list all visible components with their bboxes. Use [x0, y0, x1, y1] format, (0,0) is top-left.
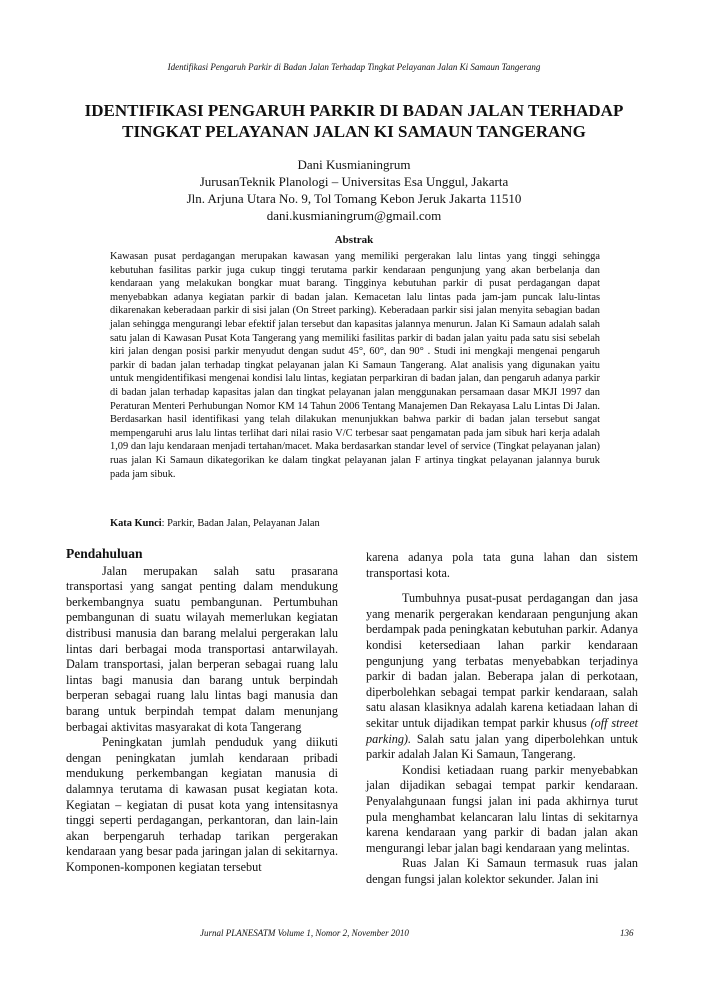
paragraph: karena adanya pola tata guna lahan dan sistem transportasi kota. — [366, 550, 638, 580]
author-affiliation: JurusanTeknik Planologi – Universitas Esa Unggul, Jakarta — [199, 174, 509, 189]
paragraph-italic-text: (off street parking). — [366, 715, 638, 746]
paragraph: Kondisi ketiadaan ruang parkir menyebabkan jalan dijadikan sebagai tempat parkir kendaraan. Penyalahgunaan fungsi jalan ini pada akhirnya turut pula menghambat kelancaran lalu lintas di sekitarnya karena kendaraan yang parkir di badan jalan akan mengurangi lebar jalan bagi kendaraan yang melintas. — [366, 762, 638, 855]
paragraph-text: Salah satu jalan yang diperbolehkan untuk parkir adalah Jalan Ki Samaun, Tangerang. — [366, 731, 638, 762]
paper-title — [60, 100, 648, 142]
section-heading: Pendahuluan — [66, 546, 143, 561]
abstract-text: Kawasan pusat perdagangan merupakan kawasan yang memiliki pergerakan lalu lintas yang tinggi sehingga kebutuhan fasilitas parkir juga cukup tinggi terutama parkir kendaraan pengunjung yang akan berbelanja dan kendaraan yang melakukan bongkar muat barang. Tingginya kebutuhan parkir di pusat perdagangan dapat menyebabkan adanya kegiatan parkir di badan jalan. Kemacetan lalu lintas pada jam-jam puncak lalu-lintas dikarenakan keberadaan parkir di sisi jalan (On Street parking). Keberadaan parkir sisi jalan menyita sebagian badan jalan sehingga mengurangi lebar efektif jalan tersebut dan kapasitas jalannya menurun. Jalan Ki Samaun adalah salah satu jalan di Kawasan Pusat Kota Tangerang yang memiliki fasilitas parkir di badan jalan yaitu pada satu sisi sebelah kiri jalan dengan posisi parkir menyudut dengan sudut 45°, 60°, dan 90° . Studi ini mengkaji mengenai pengaruh parkir di badan jalan terhadap tingkat pelayanan jalan Ki Samaun Tangerang. Alat analisis yang digunakan yaitu untuk mengidentifikasi mengenai kondisi lalu lintas, kegiatan perparkiran di badan jalan, dan pengaruh adanya parkir di badan jalan terhadap kapasitas jalan dan tingkat pelayanan jalan menggunakan persamaan dasar MKJI 1997 dan Peraturan Menteri Perhubungan Nomor KM 14 Tahun 2006 Tentang Manajemen Dan Rekayasa Lalu Lintas Di Jalan. Berdasarkan hasil identifikasi yang telah dilakukan menunjukkan bahwa parkir di badan jalan tersebut sangat mempengaruhi arus lalu lintas terlihat dari nilai rasio V/C terbesar saat pengamatan pada jam sibuk hari kerja adalah 1,09 dan laju kendaraan menjadi tertahan/macet. Maka berdasarkan standar level of service (Tingkat pelayanan jalan) ruas jalan Ki Samaun dikategorikan ke dalam tingkat pelayanan jalan F artinya tingkat pelayanan jalannya buruk pada jam sibuk. — [110, 251, 600, 480]
page-number: 136 — [620, 928, 634, 938]
author-email: dani.kusmianingrum@gmail.com — [266, 208, 442, 223]
author-name: Dani Kusmianingrum — [297, 157, 411, 172]
paragraph: Peningkatan jumlah penduduk yang diikuti dengan peningkatan jumlah kendaraan pribadi mendukung perkembangan kegiatan manusia di dalamnya terutama di kawasan pusat kegiatan kota. Kegiatan – kegiatan di pusat kota yang intensitasnya tinggi seperti perdagangan, perkantoran, dan lain-lain akan berpengaruh terhadap tarikan pergerakan kendaraan yang besar pada jaringan jalan di sekitarnya. Komponen-komponen kegiatan tersebut — [66, 735, 338, 874]
running-head: Identifikasi Pengaruh Parkir di Badan Jalan Terhadap Tingkat Pelayanan Jalan Ki Samaun Tangerang — [167, 62, 541, 72]
title-line-2: TINGKAT PELAYANAN JALAN KI SAMAUN TANGERANG — [122, 122, 586, 141]
author-address: Jln. Arjuna Utara No. 9, Tol Tomang Kebon Jeruk Jakarta 11510 — [186, 191, 522, 206]
journal-footer: Jurnal PLANESATM Volume 1, Nomor 2, November 2010 — [200, 928, 409, 938]
keywords-label: Kata Kunci — [110, 518, 162, 529]
paragraph — [366, 591, 638, 763]
author-block — [60, 156, 648, 224]
paragraph: Jalan merupakan salah satu prasarana transportasi yang sangat penting dalam mendukung berkembangnya suatu pembangunan. Pertumbuhan pembangunan di suatu wilayah memerlukan kegiatan distribusi manusia dan barang melalui pergerakan lalu lintas dari berbagai moda transportasi antarwilayah. Dalam transportasi, jalan berperan sebagai ruang lalu lintas bagi manusia dan barang untuk berpindah berperan sebagai ruang lalu lintas bagi manusia dan barang untuk berpindah tempat dalam menunjang berbagai aktivitas masyarakat di kota Tangerang — [66, 563, 338, 734]
left-column — [66, 546, 338, 875]
right-column — [366, 550, 638, 887]
keywords — [110, 518, 600, 529]
paragraph-text: Tumbuhnya pusat-pusat perdagangan dan jasa yang menarik pergerakan kendaraan pengunjung akan berdampak pada peningkatan kebutuhan parkir. Adanya kondisi ketersediaan lahan parkir kendaraan pengunjung yang terbatas menyebabkan terjadinya parkir di badan jalan. Beberapa jalan di perkotaan, diperbolehkan sebagai tempat parkir kendaraan, salah satu alasan klasiknya adalah karena ketiadaan lahan di sekitar untuk dijadikan tempat parkir khusus — [366, 591, 638, 730]
abstract-heading: Abstrak — [334, 234, 374, 246]
title-line-1: IDENTIFIKASI PENGARUH PARKIR DI BADAN JALAN TERHADAP — [84, 101, 624, 120]
keywords-text: : Parkir, Badan Jalan, Pelayanan Jalan — [161, 518, 320, 529]
paragraph: Ruas Jalan Ki Samaun termasuk ruas jalan dengan fungsi jalan kolektor sekunder. Jalan ini — [366, 856, 638, 886]
